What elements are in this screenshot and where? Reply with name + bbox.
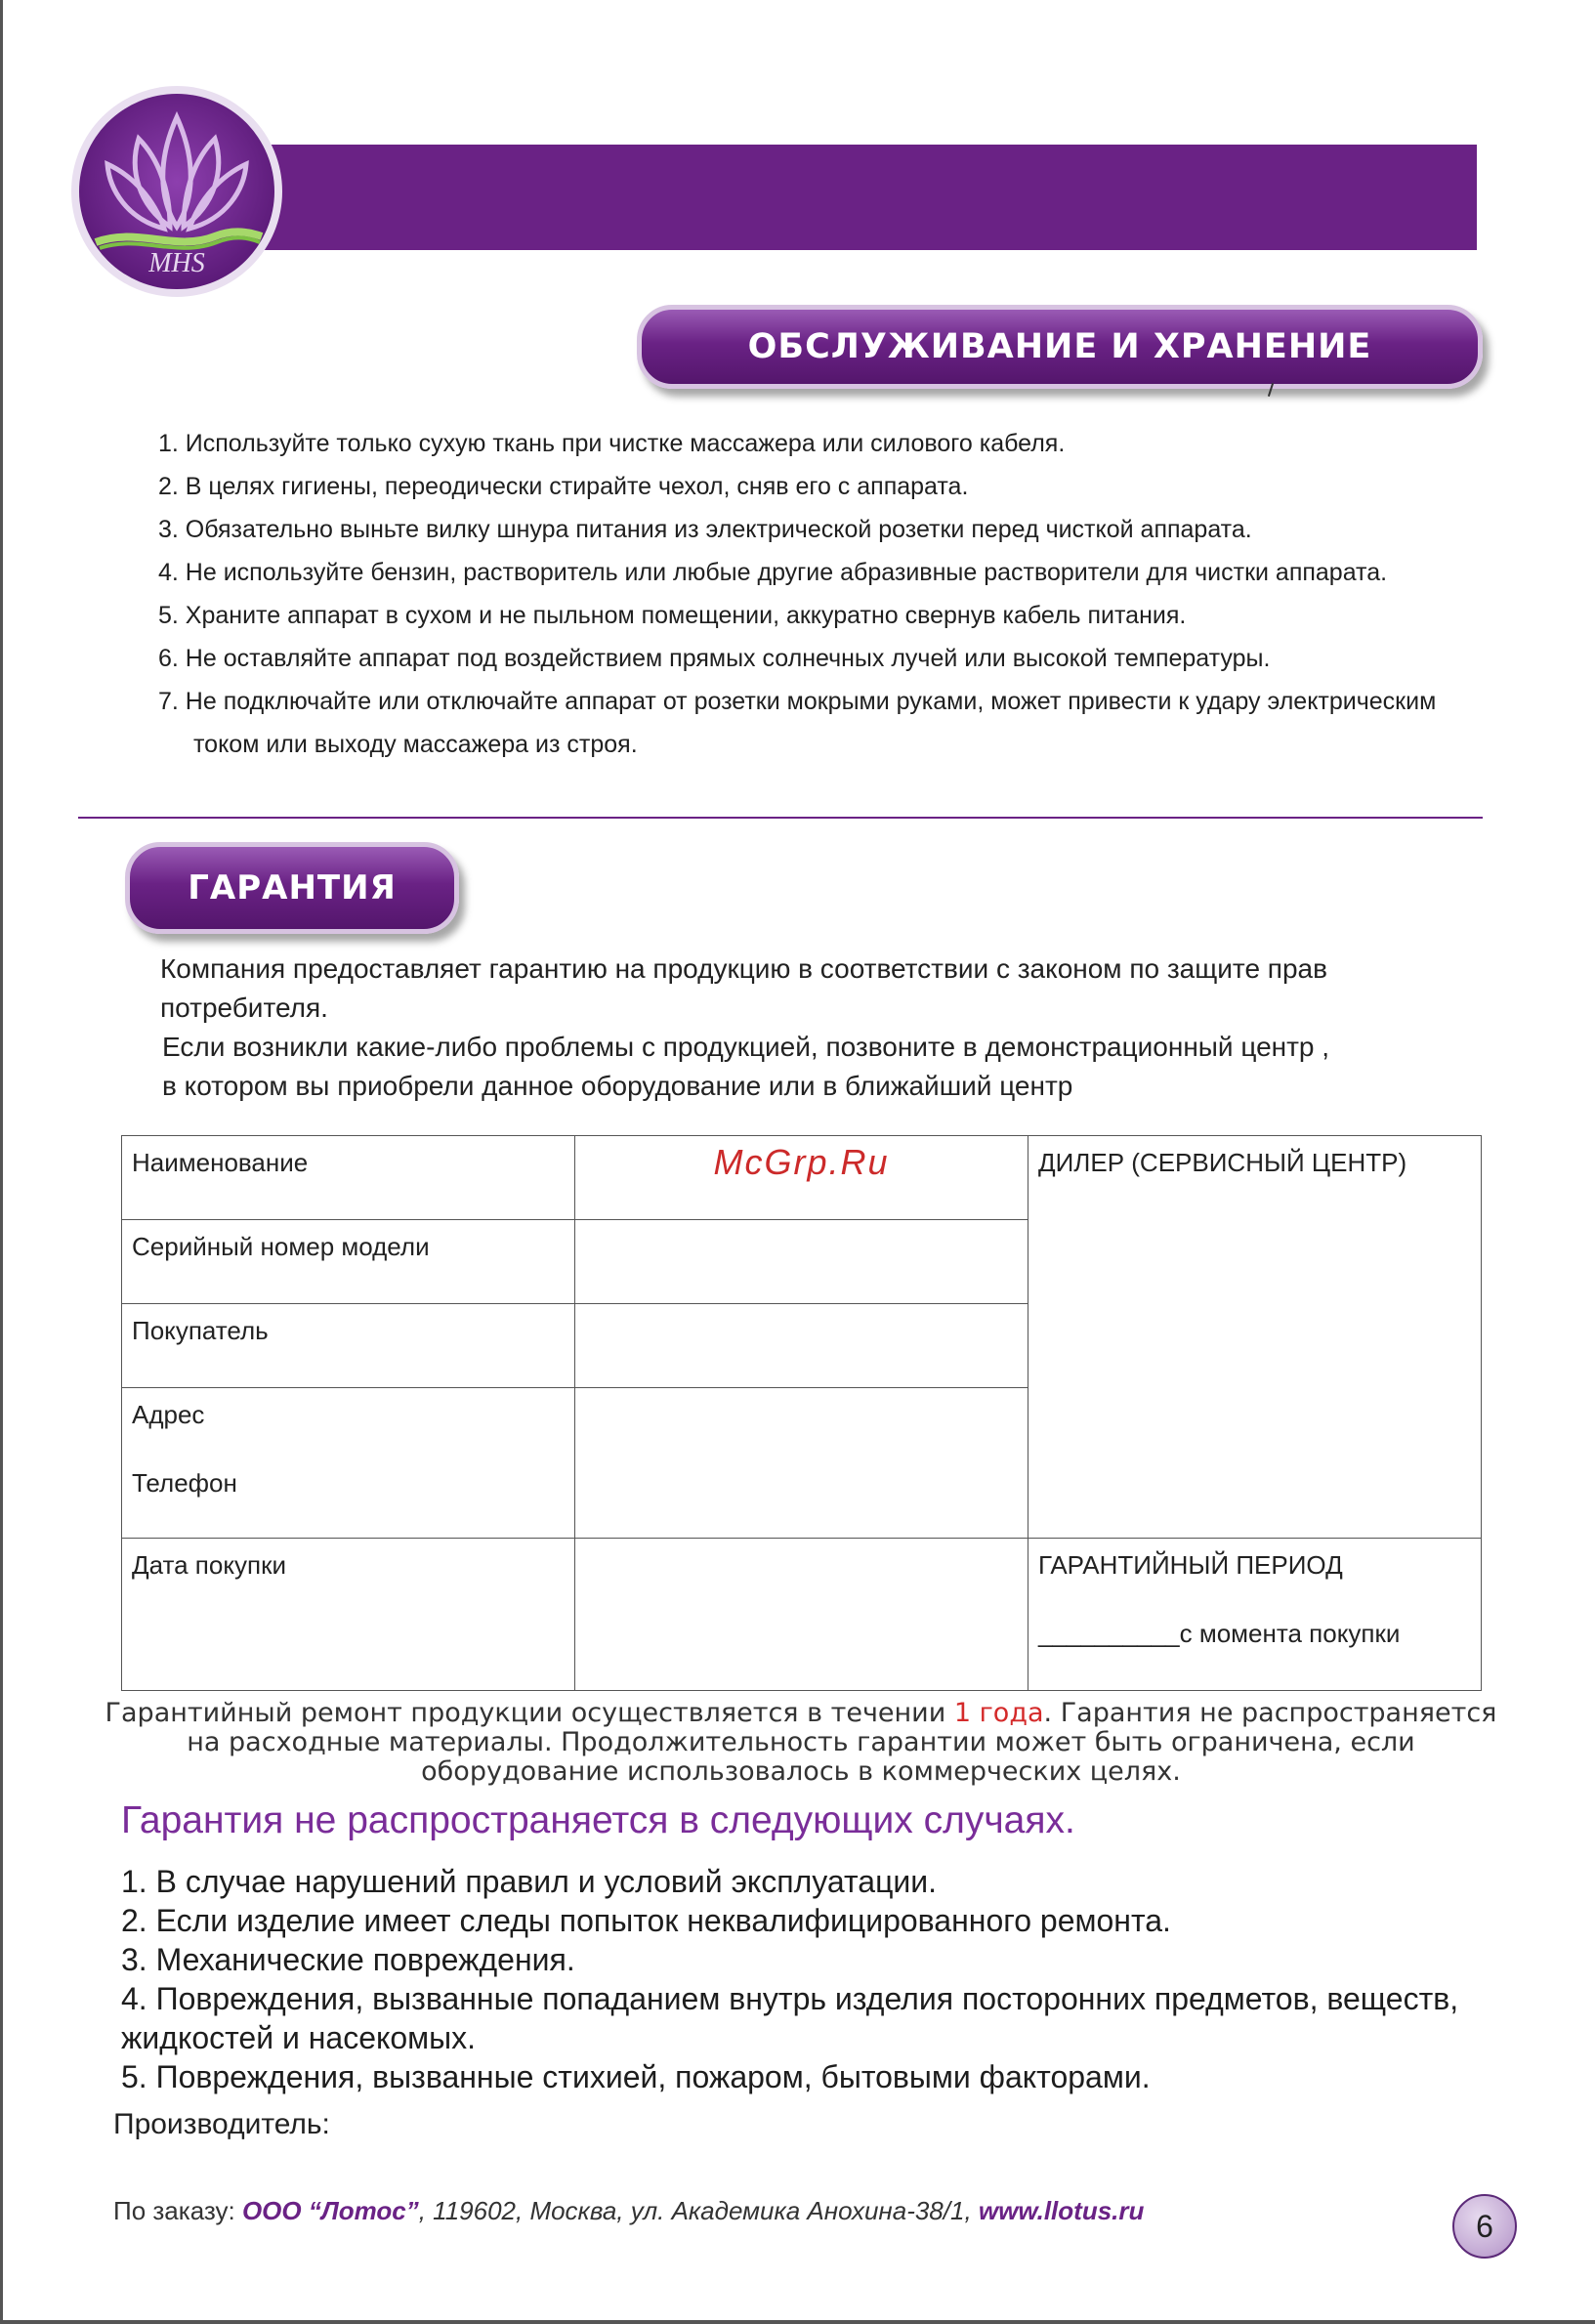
buyer-label-cell [122,1304,575,1388]
footer-website-link[interactable]: www.llotus.ru [978,2196,1145,2225]
period-line [1038,1617,1471,1650]
care-item: 5. Храните аппарат в сухом и не пыльном помещении, аккуратно свернув кабель питания. [158,602,1187,629]
period-label: ГАРАНТИЙНЫЙ ПЕРИОД [1038,1550,1343,1580]
footer-address: , 119602, Москва, ул. Академика Анохина-38/1, [418,2196,979,2225]
footer-company: ООО “Лотос” [241,2196,419,2225]
name-value-cell [575,1136,1028,1220]
footer-prefix: По заказу: [113,2196,242,2225]
exclusions-list [121,1862,1508,2096]
page-left-edge [0,0,3,2324]
logo-text: MHS [148,248,205,278]
period-suffix: с момента покупки [1179,1619,1401,1648]
serial-label: Серийный номер модели [132,1232,430,1261]
phone-label: Телефон [132,1468,237,1498]
dealer-cell [1028,1136,1482,1539]
fine-print-part-1: Гарантийный ремонт продукции осуществляется в течении [105,1698,954,1728]
header-bar [137,145,1477,250]
care-instructions-list [158,422,1457,766]
buyer-label: Покупатель [132,1316,269,1345]
address-value-cell [575,1388,1028,1539]
warranty-intro [160,950,1479,1106]
address-label-cell [122,1388,575,1539]
date-label-cell [122,1539,575,1691]
name-label-cell [122,1136,575,1220]
care-item: 7. Не подключайте или отключайте аппарат от розетки мокрыми руками, может привести к удару электрическим током или выходу массажера из строя. [158,688,1437,758]
care-item: 1. Используйте только сухую ткань при чистке массажера или силового кабеля. [158,430,1066,457]
care-item: 2. В целях гигиены, переодически стирайте чехол, сняв его с аппарата. [158,473,969,500]
logo [68,80,285,303]
warranty-intro-line-1: Компания предоставляет гарантию на продукцию в соответствии с законом по защите прав потребителя. [160,953,1327,1023]
warranty-title-text: ГАРАНТИЯ [188,868,397,908]
care-item: 6. Не оставляйте аппарат под воздействием прямых солнечных лучей или высокой температуры. [158,645,1271,672]
care-item: 3. Обязательно выньте вилку шнура питания из электрической розетки перед чисткой аппарата. [158,516,1252,543]
service-title-text: ОБСЛУЖИВАНИЕ И ХРАНЕНИЕ [747,327,1372,366]
warranty-section-title [125,842,459,934]
footer [113,2196,1144,2226]
page-bottom-edge [0,2320,1595,2324]
serial-label-cell [122,1220,575,1304]
period-cell [1028,1539,1482,1691]
warranty-intro-line-3: в котором вы приобрели данное оборудование или в ближайший центр [162,1071,1073,1101]
exclusion-item: 5. Повреждения, вызванные стихией, пожаром, бытовыми факторами. [121,2059,1151,2094]
page-number: 6 [1452,2194,1517,2259]
section-divider [78,817,1483,819]
exclusion-item: 2. Если изделие имеет следы попыток неквалифицированного ремонта. [121,1903,1171,1938]
period-blank: __________ [1038,1619,1180,1648]
buyer-value-cell [575,1304,1028,1388]
exclusions-title: Гарантия не распространяется в следующих случаях. [121,1799,1075,1841]
name-label: Наименование [132,1148,309,1177]
warranty-fine-print [88,1699,1514,1787]
manufacturer-label: Производитель: [113,2108,330,2140]
warranty-card-table [121,1135,1482,1691]
fine-print-part-2: . Гарантия не распространяется [1043,1698,1497,1728]
warranty-duration: 1 года [953,1698,1044,1728]
exclusion-item: 1. В случае нарушений правил и условий эксплуатации. [121,1864,938,1899]
service-section-title [637,305,1483,389]
dealer-label: ДИЛЕР (СЕРВИСНЫЙ ЦЕНТР) [1038,1148,1407,1177]
serial-value-cell [575,1220,1028,1304]
care-item: 4. Не используйте бензин, растворитель или любые другие абразивные растворители для чистки аппарата. [158,559,1388,586]
exclusion-item: 3. Механические повреждения. [121,1942,575,1977]
fine-print-line-2: на расходные материалы. Продолжительность гарантии может быть ограничена, если [187,1727,1415,1757]
warranty-intro-line-2: Если возникли какие-либо проблемы с продукцией, позвоните в демонстрационный центр , [162,1032,1330,1062]
fine-print-line-3: оборудование использовалось в коммерческих целях. [421,1756,1181,1787]
fine-print-line-1 [88,1699,1514,1728]
date-value-cell [575,1539,1028,1691]
exclusion-item: 4. Повреждения, вызванные попаданием внутрь изделия посторонних предметов, веществ, жидкостей и насекомых. [121,1981,1459,2055]
date-label: Дата покупки [132,1550,286,1580]
address-label: Адрес [132,1400,205,1429]
watermark: McGrp.Ru [713,1142,890,1182]
